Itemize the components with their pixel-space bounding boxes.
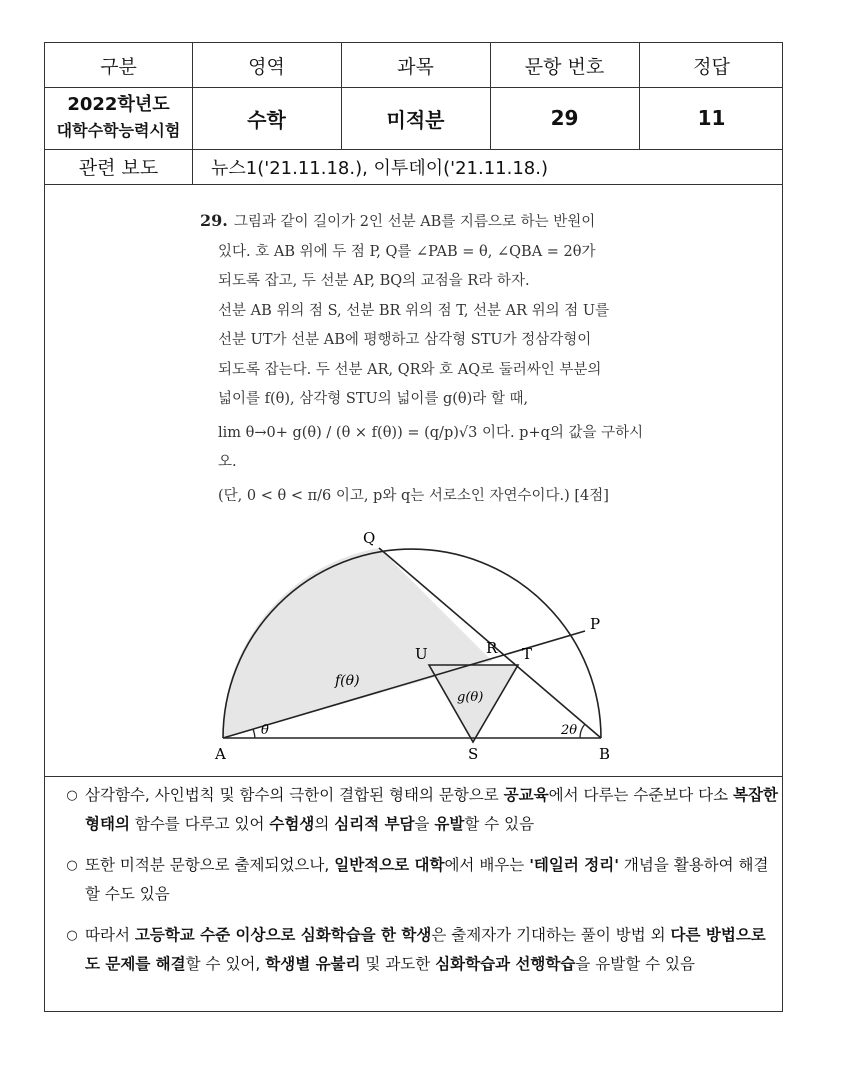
note-fragment: 에서 다루는 수준보다 다소 bbox=[548, 786, 734, 804]
subject-value: 미적분 bbox=[386, 107, 445, 132]
note-fragment: 에서 배우는 bbox=[444, 856, 530, 874]
note-fragment: 할 수 있어, bbox=[185, 955, 266, 973]
geometry-figure bbox=[207, 525, 667, 791]
note-fragment: 또한 미적분 문항으로 출제되었으나, bbox=[85, 856, 335, 874]
note-emphasis: '테일러 정리' bbox=[529, 856, 619, 874]
point-q-label: Q bbox=[363, 529, 376, 547]
note-fragment: 따라서 bbox=[85, 926, 135, 944]
note-emphasis: 일반적으로 대학 bbox=[334, 856, 445, 874]
note-emphasis: 복잡한 형태의 bbox=[85, 786, 778, 833]
note-emphasis: 다른 방법으로도 문제를 해결 bbox=[85, 926, 766, 973]
table-divider bbox=[45, 184, 782, 185]
news-label: 관련 보도 bbox=[78, 157, 159, 179]
note-item bbox=[59, 921, 779, 979]
note-emphasis: 심화학습과 선행학습 bbox=[435, 955, 576, 973]
note-emphasis: 심리적 부담 bbox=[334, 815, 415, 833]
note-text bbox=[85, 851, 779, 909]
point-u-label: U bbox=[415, 645, 428, 663]
note-text bbox=[85, 921, 779, 979]
note-emphasis: 고등학교 수준 이상으로 심화학습을 한 학생 bbox=[134, 926, 432, 944]
point-r-label: R bbox=[486, 639, 498, 657]
commentary-notes bbox=[59, 781, 779, 991]
note-text bbox=[85, 781, 779, 839]
angle-a-label: θ bbox=[261, 723, 269, 738]
region-g-label: g(θ) bbox=[457, 690, 484, 705]
problem-line: 있다. 호 AB 위에 두 점 P, Q를 ∠PAB = θ, ∠QBA = 2θ가 bbox=[218, 243, 596, 260]
note-fragment: 을 유발할 수 있음 bbox=[575, 955, 695, 973]
angle-arc-b bbox=[580, 724, 585, 738]
note-emphasis: 공교육 bbox=[503, 786, 549, 804]
point-p-label: P bbox=[590, 615, 601, 633]
problem-line: 선분 AB 위의 점 S, 선분 BR 위의 점 T, 선분 AR 위의 점 U를 bbox=[218, 302, 610, 319]
news-value: 뉴스1('21.11.18.), 이투데이('21.11.18.) bbox=[211, 158, 548, 179]
note-fragment: 할 수 있음 bbox=[464, 815, 535, 833]
header-subject: 과목 bbox=[397, 55, 434, 78]
point-b-label: B bbox=[599, 745, 611, 763]
region-f-shade bbox=[223, 548, 492, 738]
header-answer: 정답 bbox=[693, 55, 730, 78]
limit-expression: lim θ→0+ g(θ) / (θ × f(θ)) = (q/p)√3 이다. p+q의 값을 구하시오. bbox=[218, 424, 644, 470]
angle-b-label: 2θ bbox=[561, 723, 578, 738]
exam-year: 2022학년도 bbox=[67, 94, 170, 115]
problem-line: 선분 UT가 선분 AB에 평행하고 삼각형 STU가 정삼각형이 bbox=[218, 332, 592, 348]
bullet-icon: ○ bbox=[66, 858, 78, 873]
note-item bbox=[59, 781, 779, 839]
note-emphasis: 학생별 유불리 bbox=[265, 955, 361, 973]
note-emphasis: 수험생 bbox=[269, 815, 315, 833]
region-f-label: f(θ) bbox=[335, 673, 360, 689]
problem-line: 되도록 잡는다. 두 선분 AR, QR와 호 AQ로 둘러싸인 부분의 bbox=[218, 361, 602, 378]
header-question-no: 문항 번호 bbox=[524, 55, 605, 78]
semicircle-diagram bbox=[207, 525, 667, 787]
point-t-label: T bbox=[522, 645, 533, 663]
note-fragment: 은 출제자가 기대하는 풀이 방법 외 bbox=[431, 926, 671, 944]
summary-table bbox=[44, 42, 783, 1012]
exam-name bbox=[45, 87, 192, 149]
angle-arc-a bbox=[253, 729, 255, 738]
question-no-value: 29 bbox=[550, 106, 579, 130]
problem-line: 넓이를 f(θ), 삼각형 STU의 넓이를 g(θ)라 할 때, bbox=[218, 391, 529, 407]
problem-line: 그림과 같이 길이가 2인 선분 AB를 지름으로 하는 반원이 bbox=[233, 214, 596, 230]
problem-number: 29. bbox=[200, 211, 228, 230]
note-fragment: 개념을 활용하여 해결할 수도 있음 bbox=[85, 856, 769, 903]
note-fragment: 및 과도한 bbox=[360, 955, 436, 973]
area-value: 수학 bbox=[247, 107, 286, 132]
problem-condition: (단, 0 < θ < π/6 이고, p와 q는 서로소인 자연수이다.) [4점] bbox=[218, 487, 609, 504]
bullet-icon: ○ bbox=[66, 788, 78, 803]
note-item bbox=[59, 851, 779, 909]
problem-line: 되도록 잡고, 두 선분 AP, BQ의 교점을 R라 하자. bbox=[218, 273, 530, 289]
note-emphasis: 유발 bbox=[434, 815, 465, 833]
exam-title: 대학수학능력시험 bbox=[56, 121, 181, 140]
point-a-label: A bbox=[215, 745, 226, 763]
answer-value: 11 bbox=[697, 106, 726, 130]
note-fragment: 을 bbox=[414, 815, 435, 833]
point-s-label: S bbox=[468, 745, 479, 763]
note-fragment: 함수를 다루고 있어 bbox=[129, 815, 270, 833]
bullet-icon: ○ bbox=[66, 928, 78, 943]
header-area: 영역 bbox=[248, 55, 285, 78]
note-fragment: 삼각함수, 사인법칙 및 함수의 극한이 결합된 형태의 문항으로 bbox=[85, 786, 504, 804]
note-fragment: 의 bbox=[314, 815, 335, 833]
problem-text bbox=[200, 206, 660, 511]
header-category: 구분 bbox=[100, 55, 137, 78]
